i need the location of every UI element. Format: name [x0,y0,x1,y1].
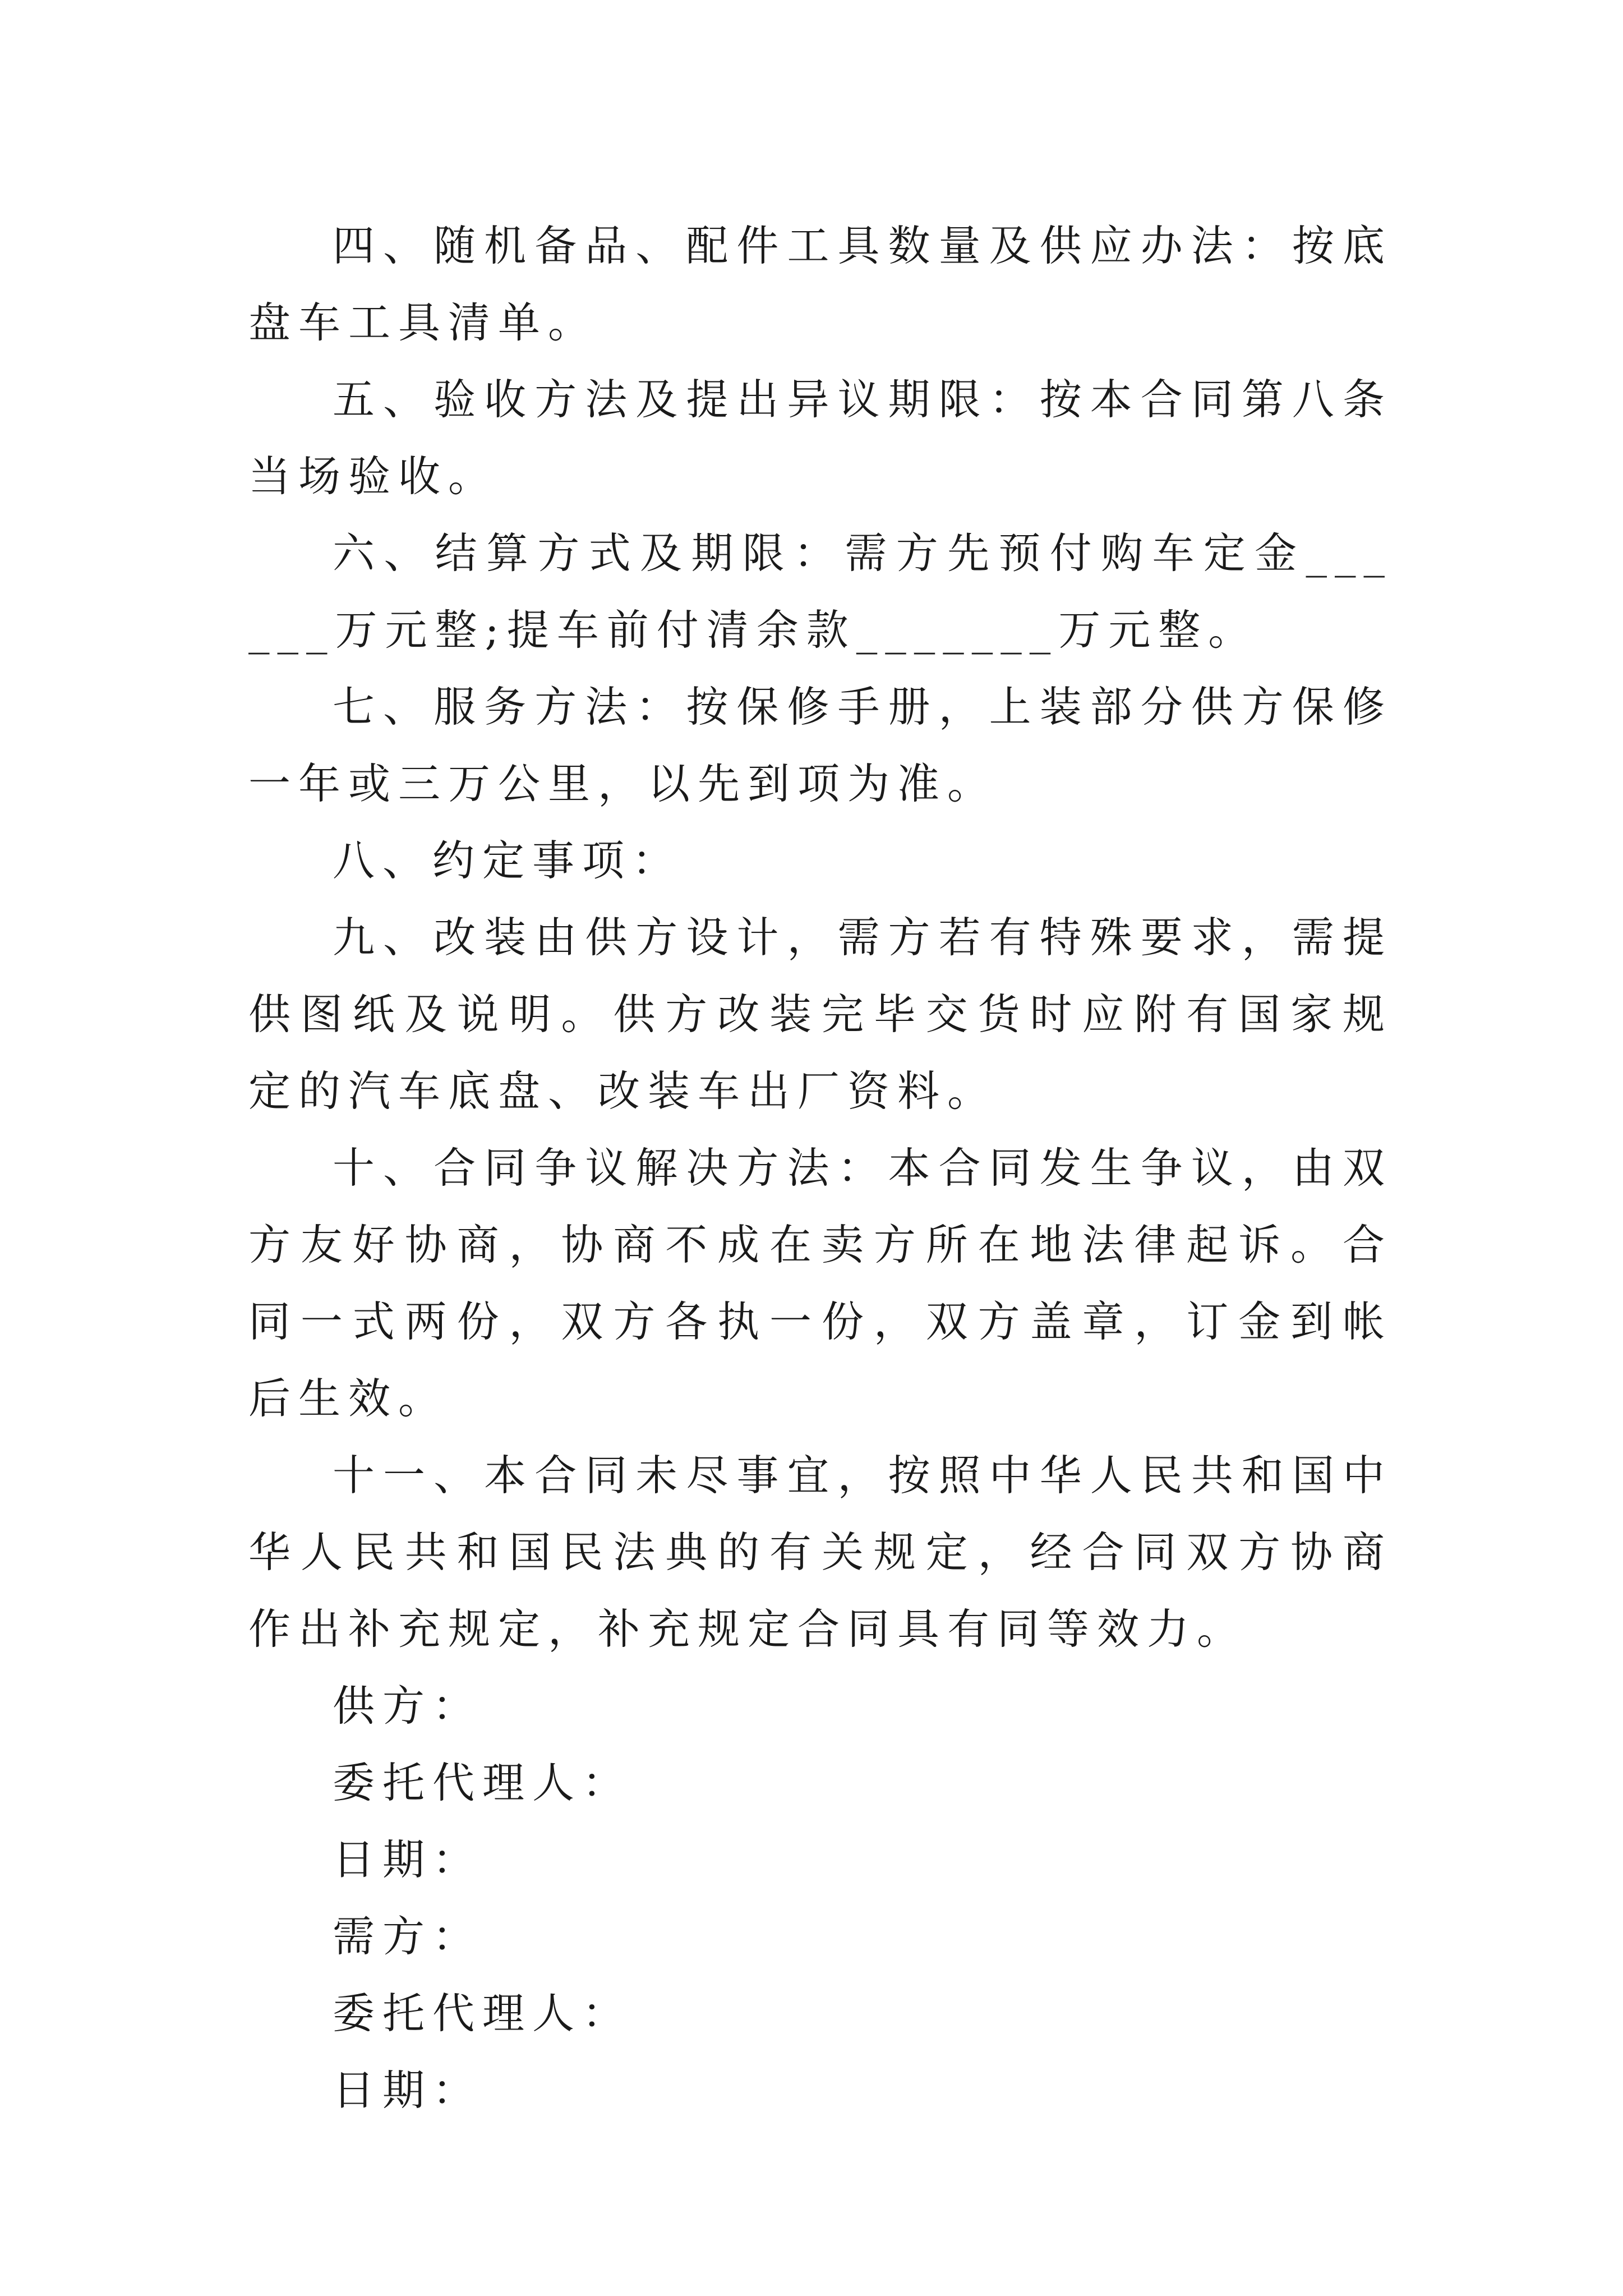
clause-5: 五、验收方法及提出异议期限：按本合同第八条当场验收。 [248,375,1393,501]
contract-body [248,208,1393,2129]
clause-10: 十、合同争议解决方法：本合同发生争议，由双方友好协商，协商不成在卖方所在地法律起诉。合同一式两份，双方各执一份，双方盖章，订金到帐后生效。 [248,1143,1393,1423]
clause-4: 四、随机备品、配件工具数量及供应办法：按底盘车工具清单。 [248,221,1393,347]
buyer-label: 需方： [333,1912,483,1961]
clause-6: 六、结算方式及期限：需方先预付购车定金______万元整;提车前付清余款_______万元整。 [248,528,1393,655]
clause-11: 十一、本合同未尽事宜，按照中华人民共和国中华人民共和国民法典的有关规定，经合同双方协商作出补充规定，补充规定合同具有同等效力。 [248,1451,1393,1654]
supplier-date-label: 日期： [333,1835,483,1884]
buyer-date-label: 日期： [333,2065,483,2115]
supplier-agent-label: 委托代理人： [333,1758,633,1807]
clause-7: 七、服务方法：按保修手册，上装部分供方保修一年或三万公里，以先到项为准。 [248,682,1393,808]
signature-block [248,1668,1393,2129]
supplier-label: 供方： [333,1681,483,1731]
buyer-agent-label: 委托代理人： [333,1989,633,2038]
clause-8: 八、约定事项： [333,836,683,885]
clause-9: 九、改装由供方设计，需方若有特殊要求，需提供图纸及说明。供方改装完毕交货时应附有国家规定的汽车底盘、改装车出厂资料。 [248,913,1393,1116]
